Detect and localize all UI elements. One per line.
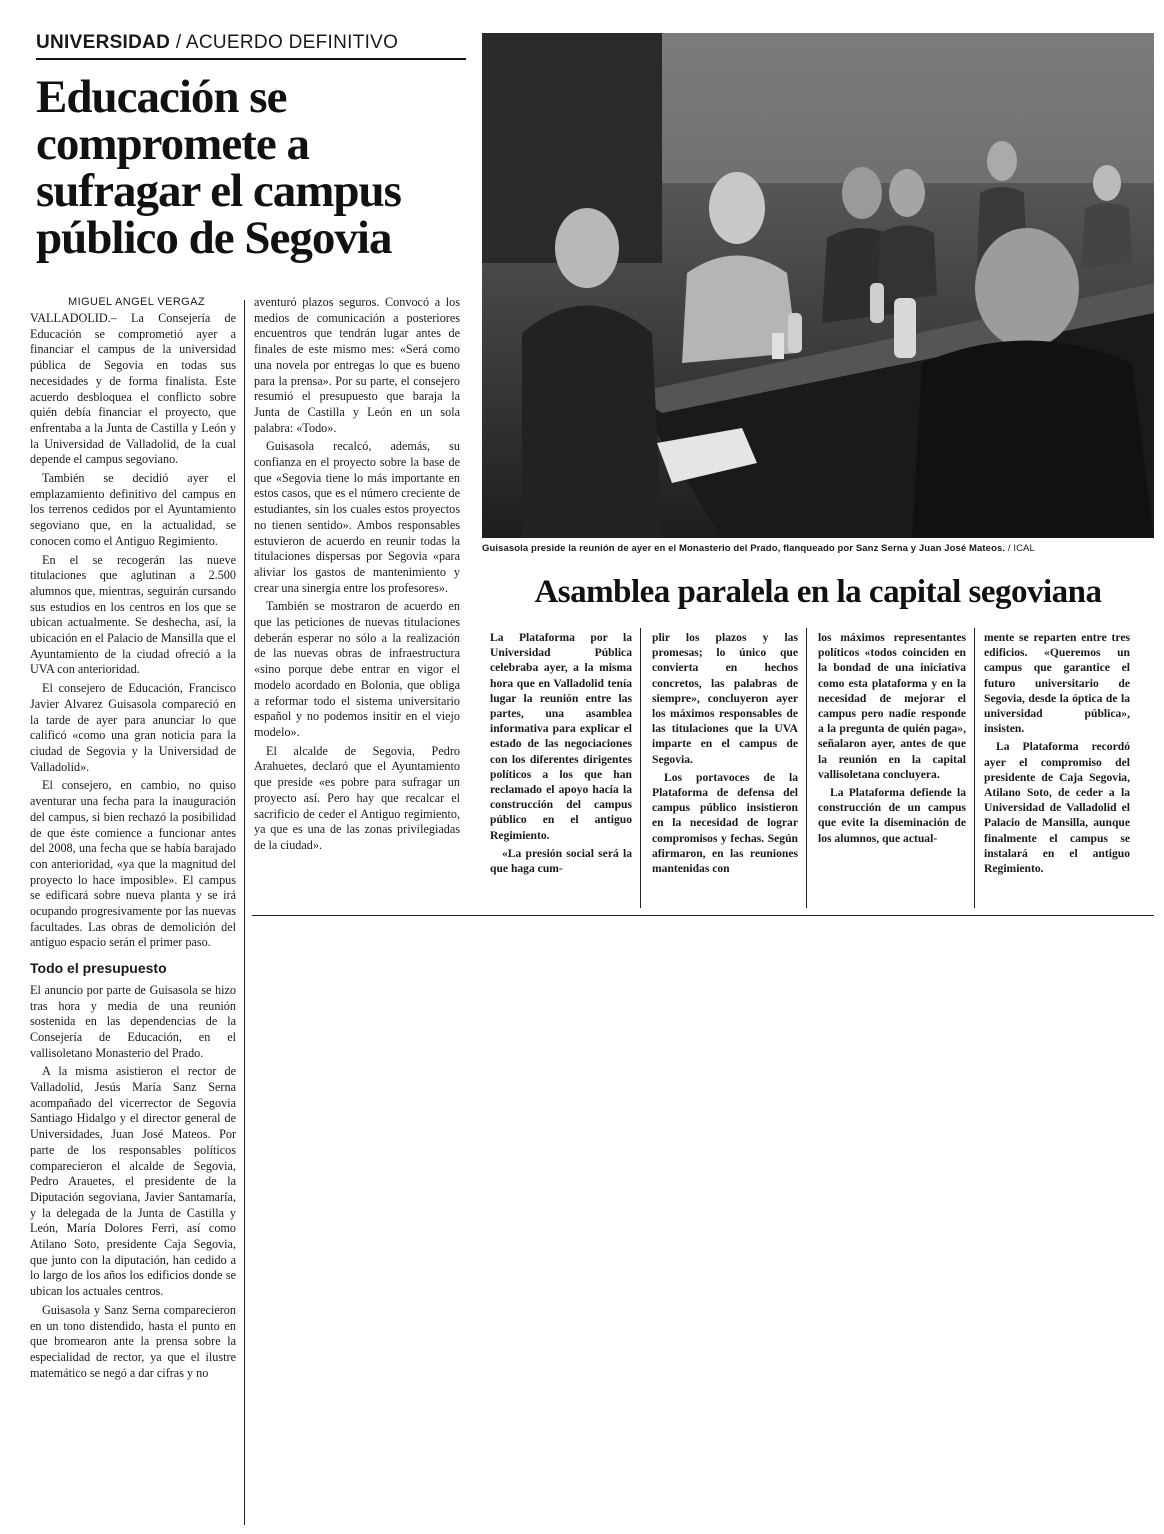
column-rule (806, 628, 807, 908)
article-paragraph: Guisasola recalcó, además, su confianza en el proyecto sobre la base de que «Segovia tiene lo más importante en estos casos, que es el número creciente de estudiantes, sin los cuales estos proyectos no tienen sentido». Ambos responsables estuvieron de acuerdo en reunir todas la titulaciones dispersas por Segovia «para aliviar los gastos de mantenimiento y crear una sinergia entre los profesores». (254, 439, 460, 595)
article-paragraph: A la misma asistieron el rector de Valladolid, Jesús María Sanz Serna acompañado del vicerrector de Segovia Santiago Hidalgo y el director general de Universidades, Juan José Mateos. Por parte de los responsables políticos comparecieron el alcalde de Segovia, Pedro Arauetes, el presidente de la Diputación segoviana, Javier Santamaría, y la delegada de la Junta de Castilla y León, María Dolores Ferri, así como Atilano Soto, presidente Caja Segovia, que junto con la diputación, han cedido a lo largo de los años los edificios donde se ubican los actuales centros. (30, 1064, 236, 1299)
column-rule (244, 300, 245, 1525)
sidebar-bottom-rule (252, 915, 1154, 916)
byline: MIGUEL ANGEL VERGAZ (68, 296, 205, 308)
meeting-photo (482, 33, 1154, 538)
sidebar-paragraph: La Plataforma defiende la construcción de un campus que evite la diseminación de los alumnos, que actual- (818, 786, 966, 845)
sidebar-paragraph: Los portavoces de la Plataforma de defensa del campus público insistieron en la necesidad de lograr compromisos y fechas. Según afirmaron, en las reuniones mantenidas con (652, 770, 798, 876)
sidebar-column-3 (818, 630, 966, 849)
article-paragraph: aventuró plazos seguros. Convocó a los medios de comunicación a posteriores encuentros que tendrán lugar antes de finales de este mismo mes: «Será como una novela por entregas lo que es bueno para la prensa». Por su parte, el consejero resumió el presupuesto que baraja la Junta de Castilla y León en un sola palabra: «Todo». (254, 295, 460, 435)
article-paragraph: VALLADOLID.– La Consejería de Educación se comprometió ayer a financiar el campus de la universidad pública de Segovia en todas sus necesidades y de forma finalista. Este acuerdo desbloquea el conflicto sobre quién debía financiar el proyecto, que enfrentaba a la Junta de Castilla y León y la Universidad de Valladolid, de la cual depende el campus segoviano. (30, 311, 236, 467)
article-paragraph: Guisasola y Sanz Serna comparecieron en un tono distendido, hasta el punto en que bromearon ante la prensa sobre la especialidad de rector, ya que el ilustre matemático se negó a dar cifras y no (30, 1302, 236, 1380)
article-paragraph: También se decidió ayer el emplazamiento definitivo del campus en los terrenos cedidos por el Ayuntamiento segoviano que, en la actualidad, se conocen como el Antiguo Regimiento. (30, 471, 236, 548)
sidebar-paragraph: «La presión social será la que haga cum- (490, 846, 632, 876)
article-paragraph: También se mostraron de acuerdo en que las peticiones de nuevas titulaciones deberán esperar no sólo a la realización de las nuevas obras de infraestructura «sino porque debe entrar en vigor el modelo acordado en Bolonia, que obliga a reformar todo el sistema universitario español y no podemos insitir en el viejo modelo». (254, 599, 460, 739)
article-paragraph: El consejero de Educación, Francisco Javier Alvarez Guisasola compareció en la tarde de ayer para anunciar lo que calificó «como una gran noticia para la ciudad de Segovia y la Universidad de Valladolid». (30, 681, 236, 774)
article-paragraph: El anuncio por parte de Guisasola se hizo tras hora y media de una reunión sostenida en las dependencias de la Consejería de Educación, en el vallisoletano Monasterio del Prado. (30, 982, 236, 1060)
sidebar-paragraph: plir los plazos y las promesas; lo único que convierta en hechos concretos, las palabras de siempre», concluyeron ayer los máximos responsables de las titulaciones que la UVA imparte en el campus de Segovia. (652, 631, 798, 766)
article-subhead: Todo el presupuesto (30, 960, 167, 977)
article-headline: Educación se compromete a sufragar el campus público de Segovia (36, 71, 401, 264)
article-paragraph: En el se recogerán las nueve titulaciones que aglutinan a 2.500 alumnos que, mientras, seguirán cursando sus estudios en los centros en los que se ubican actualmente. Se deshecha, así, la ubicación en el Palacio de Mansilla que el Ayuntamiento de la ciudad ofreció a la UVA con anterioridad. (30, 552, 236, 677)
photo-credit: / ICAL (1007, 543, 1035, 554)
column-rule (640, 628, 641, 908)
sidebar-paragraph: mente se reparten entre tres edificios. «Queremos un campus que garantice el futuro universitario de Segovia, desde la óptica de la universidad pública», insisten. (984, 631, 1130, 736)
sidebar-headline: Asamblea paralela en la capital segoviana (534, 574, 1102, 610)
section-header (36, 30, 466, 60)
photo-caption (482, 543, 1154, 554)
sidebar-paragraph: La Plataforma por la Universidad Pública celebraba ayer, a la misma hora que en Valladolid tenía lugar la reunión entre las partes, una asamblea informativa para explicar el estado de las negociaciones con los diferentes dirigentes políticos a los que han reclamado el apoyo hacia la construcción del campus público en el antiguo Regimiento. (490, 631, 632, 842)
section-title: UNIVERSIDAD (36, 32, 171, 53)
section-subtitle: ACUERDO DEFINITIVO (185, 32, 399, 53)
sidebar-paragraph: La Plataforma recordó ayer el compromiso del presidente de Caja Segovia, Atilano Soto, de ceder a la Universidad de Valladolid el Palacio de Mansilla, aunque finalmente el campus se instalará en el antiguo Regimiento. (984, 740, 1130, 876)
section-separator: / (175, 32, 186, 53)
meeting-photo-image (482, 33, 1154, 538)
sidebar-column-1 (490, 630, 632, 879)
caption-text: Guisasola preside la reunión de ayer en el Monasterio del Prado, flanqueado por Sanz Serna y Juan José Mateos. (482, 543, 1006, 554)
article-column-1 (30, 311, 236, 1384)
sidebar-paragraph: los máximos representantes políticos «todos coinciden en la bondad de una iniciativa como esta plataforma y en la necesidad de mejorar el campus pero nadie responde a la pregunta de quién paga», señalaron ayer, antes de que la reunión en la capital vallisoletana concluyera. (818, 631, 966, 781)
column-rule (974, 628, 975, 908)
article-column-2 (254, 295, 460, 857)
sidebar-column-2 (652, 630, 798, 879)
sidebar-column-4 (984, 630, 1130, 879)
article-paragraph: El consejero, en cambio, no quiso aventurar una fecha para la inauguración del campus, si bien rechazó la posibilidad de que éste comience a funcionar antes del 2008, una fecha que se había barajado con anterioridad, «ya que la magnitud del proyecto lo hace imposible». El campus se edificará sobre nueva planta y se irá ocupando progresivamente por las nuevas facultades. Las obras de demolición del antiguo espacio serán el primer paso. (30, 778, 236, 950)
article-paragraph: El alcalde de Segovia, Pedro Arahuetes, declaró que el Ayuntamiento que preside «es pobre para sufragar un proyecto así. Pero hay que recalcar el sacrificio de ceder el Antiguo regimiento, ya que es una de las zonas privilegiadas de la ciudad». (254, 743, 460, 852)
